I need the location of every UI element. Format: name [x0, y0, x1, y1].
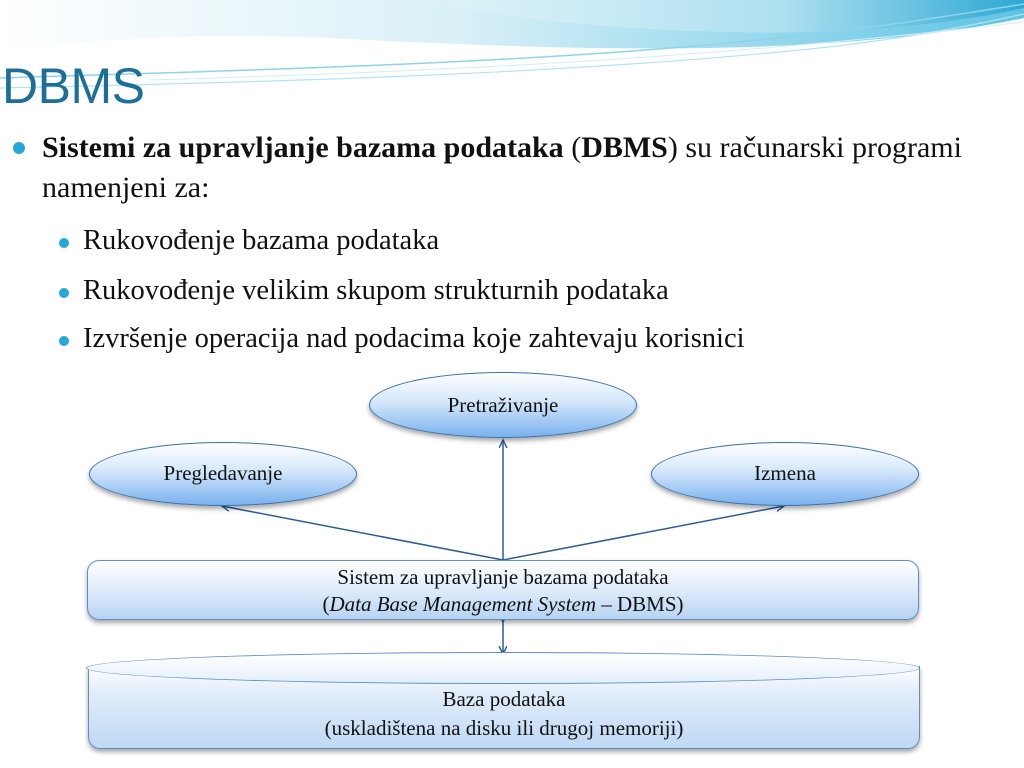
node-pretrazivanje-label: Pretraživanje — [447, 393, 559, 417]
dbms-box-line1: Sistem za upravljanje bazama podataka — [337, 565, 669, 589]
sub-bullet-dot-icon — [59, 288, 69, 298]
arrow-to-izmena — [503, 506, 784, 560]
dbms-box — [87, 560, 919, 620]
dbms-full-name: Data Base Management System — [329, 592, 596, 616]
database-line2: (uskladištena na disku ili drugoj memoriji) — [324, 716, 684, 740]
dbms-box-line2 — [88, 592, 918, 617]
header-wave-decoration — [0, 0, 1024, 130]
dbms-paren: ( — [322, 592, 330, 616]
database-line1: Baza podataka — [442, 687, 566, 711]
sub-bullet-dot-icon — [59, 238, 69, 248]
main-bullet-rest: su računarski programi namenjeni za: — [42, 131, 962, 204]
dbms-abbr: – DBMS) — [596, 592, 684, 616]
sub-bullet-2 — [0, 274, 1024, 307]
sub-bullet-text: Izvršenje operacija nad podacima koje zahtevaju korisnici — [83, 323, 745, 354]
node-pregledavanje-label: Pregledavanje — [163, 461, 283, 485]
dbms-diagram — [0, 360, 1024, 768]
main-bullet-bold-text: Sistemi za upravljanje bazama podataka — [42, 131, 564, 164]
bullet-list — [0, 128, 1024, 355]
database-cylinder-top — [86, 652, 920, 684]
node-izmena — [651, 442, 919, 506]
main-bullet — [0, 128, 1024, 208]
slide-title: DBMS — [2, 58, 145, 114]
node-pretrazivanje — [369, 372, 637, 438]
arrow-to-pregledavanje — [222, 506, 503, 560]
main-bullet-paren: ( — [563, 131, 582, 164]
node-pregledavanje — [89, 442, 357, 506]
sub-bullet-3 — [0, 322, 1024, 355]
main-bullet-paren-close: ) — [667, 131, 678, 164]
main-bullet-abbr: DBMS — [581, 131, 668, 164]
sub-bullet-text: Rukovođenje bazama podataka — [83, 225, 440, 256]
sub-bullet-text: Rukovođenje velikim skupom strukturnih podataka — [83, 275, 669, 306]
sub-bullet-dot-icon — [59, 336, 69, 346]
bullet-dot-icon — [13, 142, 25, 154]
node-izmena-label: Izmena — [754, 461, 816, 485]
sub-bullet-1 — [0, 224, 1024, 257]
